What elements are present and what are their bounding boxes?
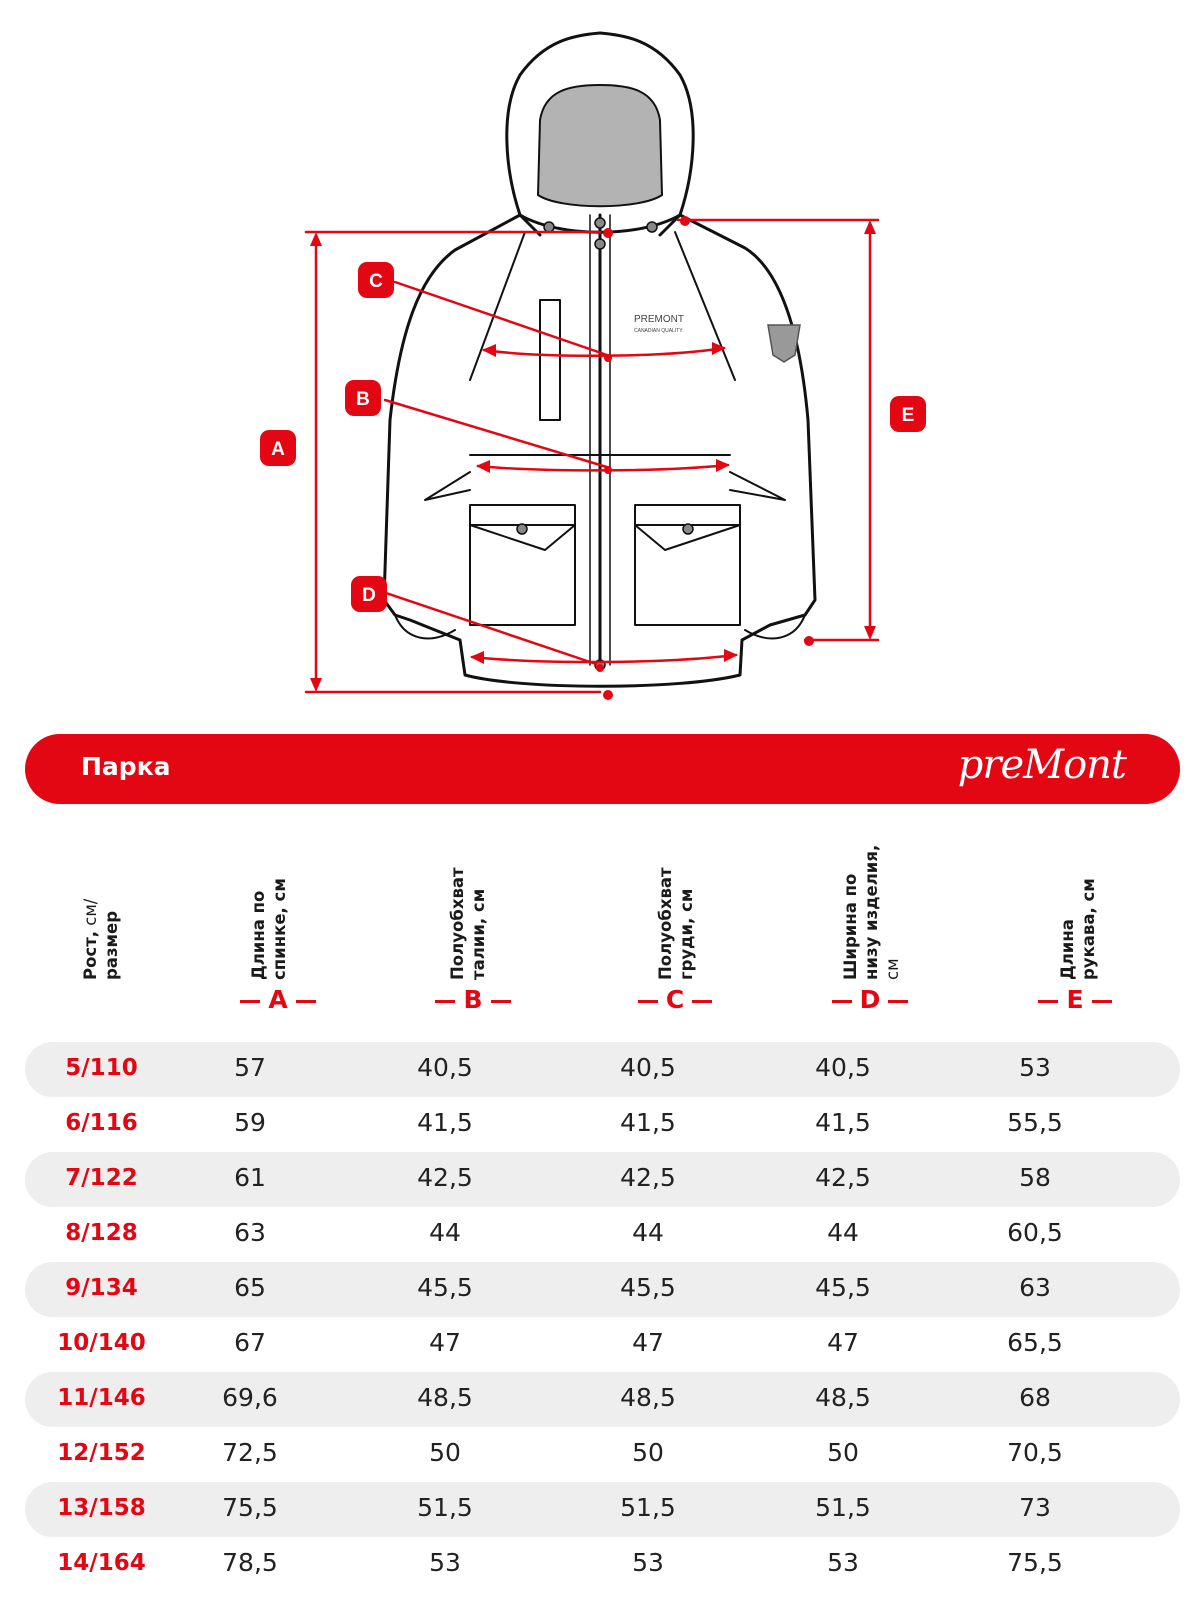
value-cell: 47 [632,1328,664,1357]
value-cell: 57 [234,1053,266,1082]
value-cell: 41,5 [417,1108,473,1137]
table-row [25,1482,1180,1537]
header-waist: Полуобхват талии, см [448,867,488,980]
value-cell: 42,5 [620,1163,676,1192]
table-row [25,1372,1180,1427]
value-cell: 72,5 [222,1438,278,1467]
size-cell: 9/134 [65,1275,138,1301]
diagram-label-b: B [356,389,370,410]
value-cell: 47 [827,1328,859,1357]
column-letter-a: A [208,985,348,1014]
table-row [25,1152,1180,1207]
value-cell: 63 [1019,1273,1051,1302]
value-cell: 69,6 [222,1383,278,1412]
value-cell: 75,5 [222,1493,278,1522]
header-sleeve-length: Длина рукава, см [1058,878,1098,980]
value-cell: 75,5 [1007,1548,1063,1577]
diagram-label-a: A [271,439,285,460]
product-title: Парка [81,752,171,781]
column-letter-b: B [403,985,543,1014]
value-cell: 47 [429,1328,461,1357]
table-row [25,1097,1180,1152]
diagram-label-e: E [901,405,915,426]
value-cell: 53 [632,1548,664,1577]
value-cell: 59 [234,1108,266,1137]
table-row [25,1207,1180,1262]
size-cell: 10/140 [57,1330,146,1356]
value-cell: 45,5 [417,1273,473,1302]
value-cell: 73 [1019,1493,1051,1522]
value-cell: 65,5 [1007,1328,1063,1357]
value-cell: 41,5 [815,1108,871,1137]
size-cell: 14/164 [57,1550,146,1576]
value-cell: 51,5 [815,1493,871,1522]
header-chest: Полуобхват груди, см [656,867,696,980]
brand-logo: preMont [957,742,1126,788]
header-back-length: Длина по спинке, см [249,878,289,980]
value-cell: 48,5 [620,1383,676,1412]
diagram-label-c: C [369,271,383,292]
value-cell: 55,5 [1007,1108,1063,1137]
value-cell: 67 [234,1328,266,1357]
value-cell: 61 [234,1163,266,1192]
size-cell: 5/110 [65,1055,138,1081]
value-cell: 68 [1019,1383,1051,1412]
size-cell: 7/122 [65,1165,138,1191]
value-cell: 40,5 [815,1053,871,1082]
value-cell: 42,5 [417,1163,473,1192]
table-row [25,1262,1180,1317]
value-cell: 63 [234,1218,266,1247]
value-cell: 50 [632,1438,664,1467]
table-row [25,1042,1180,1097]
value-cell: 44 [632,1218,664,1247]
title-banner [25,734,1180,804]
table-row [25,1427,1180,1482]
value-cell: 70,5 [1007,1438,1063,1467]
size-cell: 13/158 [57,1495,146,1521]
size-cell: 12/152 [57,1440,146,1466]
value-cell: 45,5 [620,1273,676,1302]
value-cell: 53 [1019,1053,1051,1082]
column-letter-d: D [800,985,940,1014]
value-cell: 60,5 [1007,1218,1063,1247]
size-cell: 8/128 [65,1220,138,1246]
header-hem-width: Ширина по низу изделия, см [841,844,902,980]
jacket-logo-subtext: CANADIAN QUALITY [634,328,683,334]
header-height-size: Рост, см/ размер [81,898,121,980]
size-cell: 6/116 [65,1110,138,1136]
value-cell: 58 [1019,1163,1051,1192]
column-letter-e: E [1005,985,1145,1014]
value-cell: 44 [429,1218,461,1247]
value-cell: 42,5 [815,1163,871,1192]
value-cell: 40,5 [417,1053,473,1082]
value-cell: 48,5 [417,1383,473,1412]
diagram-label-d: D [362,585,376,606]
table-row [25,1537,1180,1592]
value-cell: 65 [234,1273,266,1302]
value-cell: 44 [827,1218,859,1247]
value-cell: 51,5 [620,1493,676,1522]
size-table [25,1042,1180,1592]
value-cell: 50 [827,1438,859,1467]
value-cell: 53 [429,1548,461,1577]
value-cell: 45,5 [815,1273,871,1302]
value-cell: 51,5 [417,1493,473,1522]
value-cell: 48,5 [815,1383,871,1412]
size-cell: 11/146 [57,1385,146,1411]
value-cell: 50 [429,1438,461,1467]
jacket-logo-text: PREMONT [634,314,684,325]
table-row [25,1317,1180,1372]
value-cell: 78,5 [222,1548,278,1577]
column-letter-c: C [605,985,745,1014]
value-cell: 41,5 [620,1108,676,1137]
value-cell: 53 [827,1548,859,1577]
value-cell: 40,5 [620,1053,676,1082]
jacket-diagram [0,0,1200,710]
